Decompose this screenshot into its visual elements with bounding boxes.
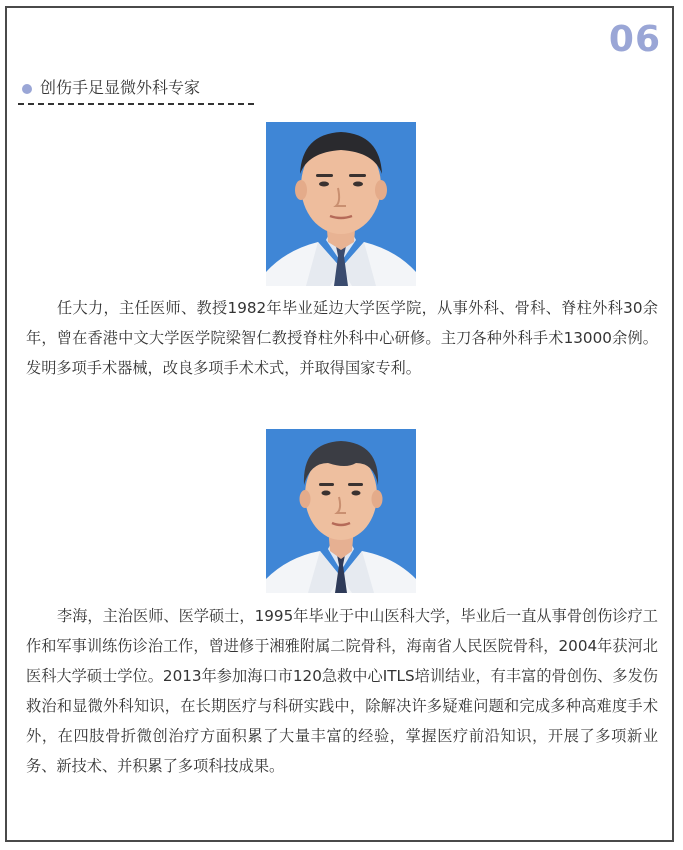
expert-bio-li-hai: 李海，主治医师、医学硕士，1995年毕业于中山医科大学，毕业后一直从事骨创伤诊疗工作和军事训练伤诊治工作，曾进修于湘雅附属二院骨科，海南省人民医院骨科，2004年获河北医科大学硕士学位。2013年参加海口市120急救中心ITLS培训结业，有丰富的骨创伤、多发伤救治和显微外科知识，在长期医疗与科研实践中，除解决许多疑难问题和完成多种高难度手术外，在四肢骨折微创治疗方面积累了大量丰富的经验，掌握医疗前沿知识，开展了多项新业务、新技术、并积累了多项科技成果。 <box>26 607 658 775</box>
bullet-dot-icon <box>22 84 32 94</box>
expert-photo-ren-dali <box>266 122 416 286</box>
section-header <box>18 76 254 106</box>
page-number: 06 <box>608 19 661 60</box>
expert-bio-ren-dali: 任大力，主任医师、教授1982年毕业延边大学医学院，从事外科、骨科、脊柱外科30余年，曾在香港中文大学医学院梁智仁教授脊柱外科中心研修。主刀各种外科手术13000余例。发明多项手术器械，改良多项手术术式，并取得国家专利。 <box>26 299 658 377</box>
expert-photo-li-hai <box>266 429 416 593</box>
portrait-1-graphic <box>266 122 416 286</box>
portrait-2-graphic <box>266 429 416 593</box>
section-title: 创伤手足显微外科专家 <box>40 78 201 97</box>
section-divider <box>18 103 254 105</box>
